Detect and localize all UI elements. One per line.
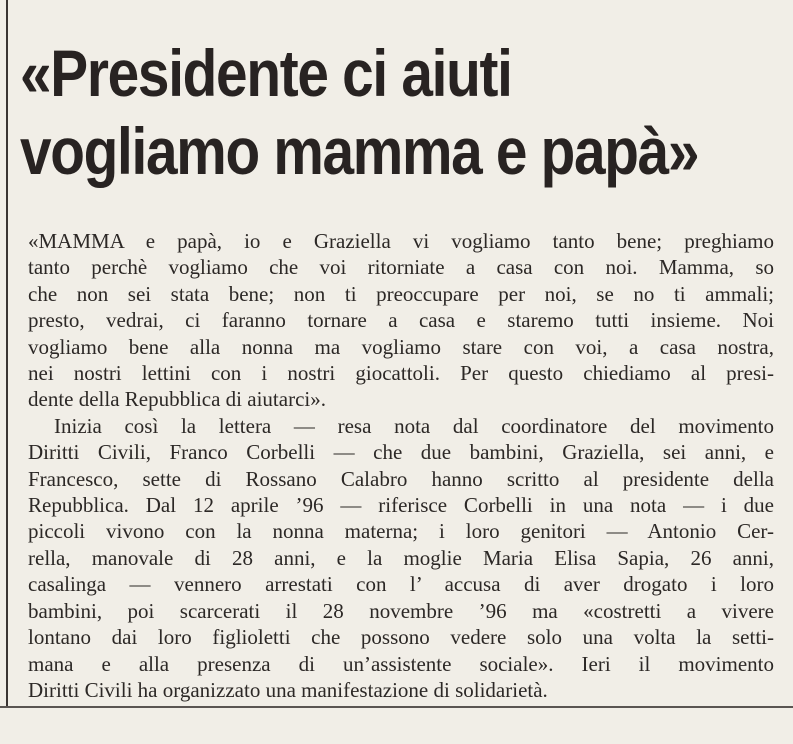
body-line: Diritti Civili, Franco Corbelli — che due bambini, Graziella, sei anni, e [28,440,774,465]
body-line: vogliamo bene alla nonna ma vogliamo stare con voi, a casa nostra, [28,334,774,359]
body-line: dente della Repubblica di aiutarci». [28,387,326,412]
body-line: bambini, poi scarcerati il 28 novembre ’96 ma «costretti a vivere [28,598,774,623]
column-rule [6,0,8,706]
headline-line-1: «Presidente ci aiuti [20,36,512,110]
bottom-rule [0,706,793,708]
body-line: Francesco, sette di Rossano Calabro hanno scritto al presidente della [28,466,774,491]
headline-line-2: vogliamo mamma e papà» [20,114,699,188]
body-line: mana e alla presenza di un’assistente sociale». Ieri il movimento [28,651,774,676]
body-line: presto, vedrai, ci faranno tornare a casa e staremo tutti insieme. Noi [28,308,774,333]
body-line: piccoli vivono con la nonna materna; i loro genitori — Antonio Cer- [28,519,774,544]
body-line: nei nostri lettini con i nostri giocattoli. Per questo chiediamo al presi- [28,361,774,386]
paragraph-report [28,413,774,703]
article-headline [20,34,699,190]
body-line: «MAMMA e papà, io e Graziella vi vogliamo tanto bene; preghiamo [28,229,774,253]
body-line: tanto perchè vogliamo che voi ritorniate a casa con noi. Mamma, so [28,255,774,280]
body-line: Repubblica. Dal 12 aprile ’96 — riferisce Corbelli in una nota — i due [28,493,774,518]
paragraph-letter [28,228,774,413]
body-line: che non sei stata bene; non ti preoccupare per noi, se no ti ammali; [28,281,774,306]
body-line: lontano dai loro figlioletti che possono vedere solo una volta la setti- [28,625,774,650]
body-line: rella, manovale di 28 anni, e la moglie Maria Elisa Sapia, 26 anni, [28,545,774,570]
body-line: Diritti Civili ha organizzato una manifestazione di solidarietà. [28,677,548,702]
body-line: casalinga — vennero arrestati con l’ accusa di aver drogato i loro [28,572,774,597]
article-body [28,228,774,703]
body-line: Inizia così la lettera — resa nota dal coordinatore del movimento [54,413,774,438]
